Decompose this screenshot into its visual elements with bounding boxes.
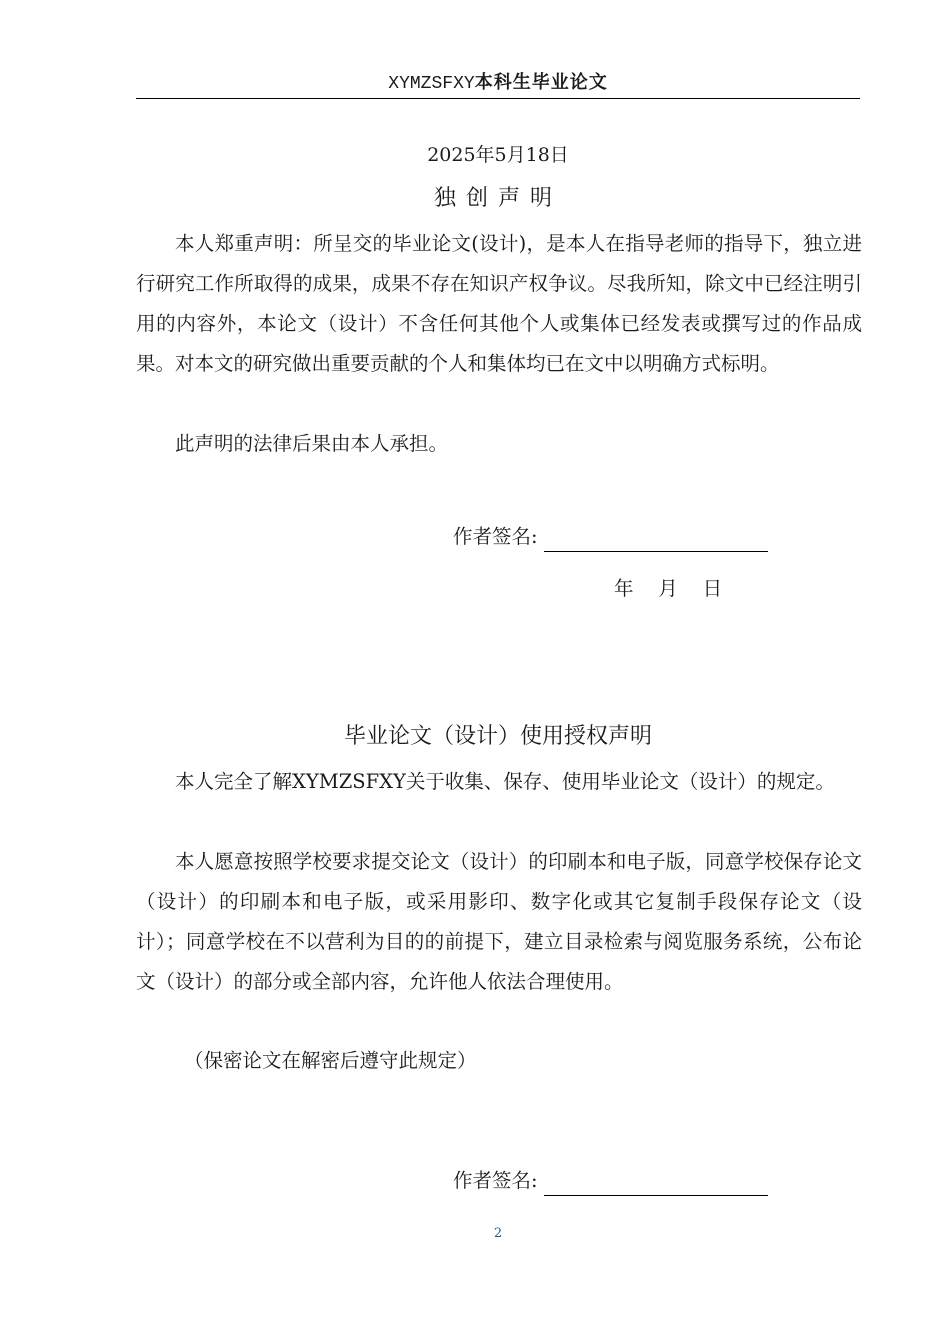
authorization-paragraph-2: 本人愿意按照学校要求提交论文（设计）的印刷本和电子版，同意学校保存论文（设计）的印刷本和电子版，或采用影印、数字化或其它复制手段保存论文（设计）；同意学校在不以营利为目的的前提下，建立目录检索与阅览服务系统，公布论文（设计）的部分或全部内容，允许他人依法合理使用。 [136,850,862,993]
declaration-paragraph-2: 此声明的法律后果由本人承担。 [175,432,449,455]
declaration-signature [453,522,768,552]
authorization-paragraph-1: 本人完全了解XYMZSFXY关于收集、保存、使用毕业论文（设计）的规定。 [175,770,835,793]
declaration-title: 独创声明 [433,186,562,211]
signature-label: 作者签名: [453,525,538,548]
page-number: 2 [493,1226,503,1241]
signature-label: 作者签名: [453,1169,538,1192]
date-line: 2025年5月18日 [427,144,569,166]
header-prefix: XYMZSFXY [388,74,475,94]
signature-line[interactable] [544,1173,768,1196]
authorization-title: 毕业论文（设计）使用授权声明 [343,724,652,749]
declaration-date-placeholder: 年 月 日 [614,577,723,600]
declaration-paragraph-1: 本人郑重声明：所呈交的毕业论文(设计)，是本人在指导老师的指导下，独立进行研究工作所取得的成果，成果不存在知识产权争议。尽我所知，除文中已经注明引用的内容外，本论文（设计）不含任何其他个人或集体已经发表或撰写过的作品成果。对本文的研究做出重要贡献的个人和集体均已在文中以明确方式标明。 [136,232,862,375]
header-title: 本科生毕业论文 [474,72,608,93]
authorization-signature [453,1166,768,1196]
page-header [136,70,860,97]
header-rule [136,98,860,99]
confidential-note: （保密论文在解密后遵守此规定） [184,1049,477,1072]
signature-line[interactable] [544,529,768,552]
